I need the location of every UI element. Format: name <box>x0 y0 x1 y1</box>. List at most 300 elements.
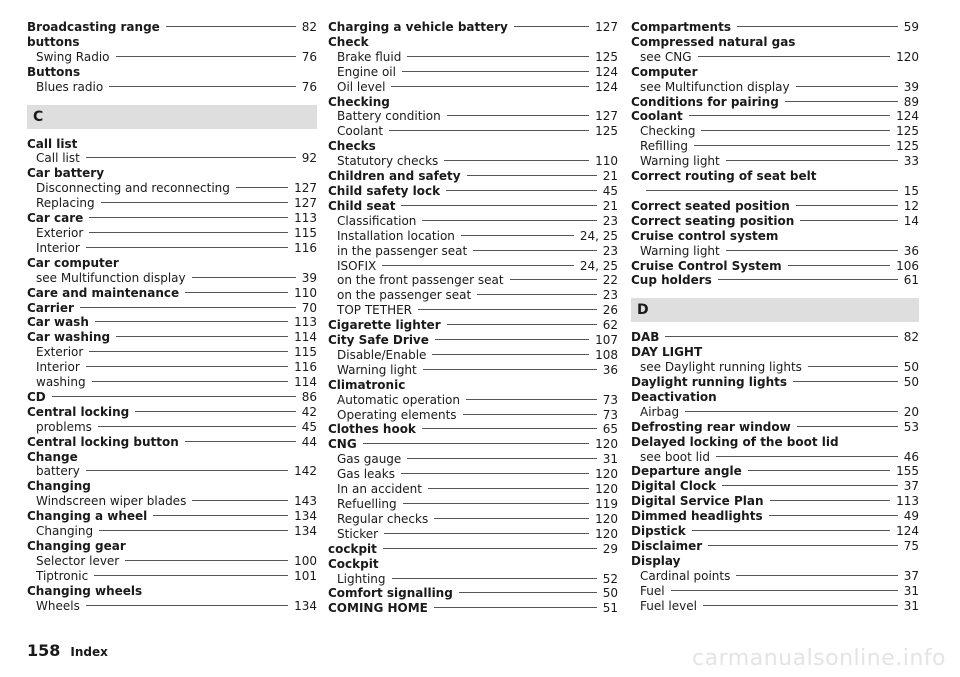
page-reference: 50 <box>602 586 618 601</box>
index-heading: Checking <box>328 94 390 109</box>
page-reference: 31 <box>903 583 919 598</box>
page-number: 158 <box>27 641 61 660</box>
page-reference: 114 <box>294 330 317 345</box>
leader-line <box>94 575 288 576</box>
index-subentry <box>328 154 618 169</box>
index-heading: Changing <box>27 479 91 494</box>
leader-line <box>192 277 296 278</box>
index-heading: Car computer <box>27 255 119 270</box>
page-reference: 14 <box>903 213 919 228</box>
leader-line <box>800 220 897 221</box>
index-subentry <box>27 599 317 614</box>
index-subentry <box>328 259 618 274</box>
entry-label: In an accident <box>337 482 422 497</box>
index-heading: Compressed natural gas <box>631 34 796 49</box>
index-heading: Correct routing of seat belt <box>631 169 817 184</box>
leader-line <box>423 369 597 370</box>
page-reference: 120 <box>595 511 618 526</box>
index-entry <box>631 494 919 509</box>
index-entry <box>27 286 317 301</box>
leader-line <box>446 190 597 191</box>
index-subentry <box>328 408 618 423</box>
page-reference: 115 <box>294 225 317 240</box>
page-reference: 24, 25 <box>579 228 618 243</box>
page-reference: 26 <box>602 303 618 318</box>
leader-line <box>432 354 589 355</box>
page-reference: 39 <box>903 79 919 94</box>
index-subentry <box>27 271 317 286</box>
leader-line <box>466 399 597 400</box>
page-reference: 76 <box>301 79 317 94</box>
page-reference: 23 <box>602 213 618 228</box>
index-entry <box>631 20 919 35</box>
entry-label: TOP TETHER <box>337 303 413 318</box>
leader-line <box>434 518 589 519</box>
leader-line <box>785 101 898 102</box>
index-entry <box>631 509 919 524</box>
entry-label: Interior <box>36 360 80 375</box>
entry-label: see boot lid <box>640 449 710 464</box>
entry-label: Correct seating position <box>631 213 795 228</box>
page-reference: 110 <box>294 285 317 300</box>
index-column-3 <box>631 20 919 614</box>
leader-line <box>389 130 589 131</box>
index-heading: Display <box>631 553 681 568</box>
page-reference: 21 <box>602 169 618 184</box>
page-footer <box>27 641 108 660</box>
leader-line <box>116 56 296 57</box>
index-entry <box>631 95 919 110</box>
entry-label: Cruise Control System <box>631 258 782 273</box>
index-entry <box>328 20 618 35</box>
index-heading: Computer <box>631 64 698 79</box>
index-entry <box>631 375 919 390</box>
page-reference: 65 <box>602 422 618 437</box>
entry-label: Exterior <box>36 345 84 360</box>
entry-label: Warning light <box>640 243 720 258</box>
index-entry <box>631 464 919 479</box>
page-reference: 45 <box>301 419 317 434</box>
leader-line <box>401 205 596 206</box>
leader-line <box>86 247 288 248</box>
index-subentry <box>27 181 317 196</box>
leader-line <box>708 545 898 546</box>
section-letter-heading: C <box>27 105 317 129</box>
entry-label: Disconnecting and reconnecting <box>36 181 230 196</box>
index-subentry <box>27 554 317 569</box>
leader-line <box>101 202 288 203</box>
entry-label: Defrosting rear window <box>631 419 791 434</box>
entry-label: see Daylight running lights <box>640 360 802 375</box>
page-reference: 44 <box>301 434 317 449</box>
index-subentry <box>328 50 618 65</box>
index-subentry <box>631 569 919 584</box>
leader-line <box>80 307 296 308</box>
page-reference: 101 <box>294 568 317 583</box>
leader-line <box>796 205 898 206</box>
index-subentry <box>27 524 317 539</box>
leader-line <box>748 470 890 471</box>
page-reference: 116 <box>294 360 317 375</box>
index-entry <box>328 199 618 214</box>
index-subentry <box>27 464 317 479</box>
entry-label: Refilling <box>640 139 688 154</box>
page-reference: 49 <box>903 509 919 524</box>
leader-line <box>510 279 597 280</box>
index-subentry <box>328 288 618 303</box>
page-reference: 36 <box>602 362 618 377</box>
index-heading: Cockpit <box>328 556 379 571</box>
leader-line <box>698 56 891 57</box>
index-subentry <box>328 452 618 467</box>
entry-label: see CNG <box>640 49 692 64</box>
index-entry <box>328 601 618 616</box>
page-reference: 115 <box>294 345 317 360</box>
leader-line <box>109 86 296 87</box>
leader-line <box>473 250 597 251</box>
leader-line <box>89 351 288 352</box>
leader-line <box>135 411 295 412</box>
index-subentry <box>27 226 317 241</box>
entry-label: Car care <box>27 211 84 226</box>
index-entry <box>27 405 317 420</box>
index-entry <box>631 479 919 494</box>
page-reference: 124 <box>896 109 919 124</box>
index-entry <box>27 509 317 524</box>
entry-label: Call list <box>36 151 80 166</box>
page-reference: 120 <box>595 437 618 452</box>
leader-line <box>382 265 574 266</box>
leader-line <box>89 217 288 218</box>
leader-line <box>428 488 589 489</box>
entry-label: Dimmed headlights <box>631 509 763 524</box>
index-heading: Check <box>328 34 369 49</box>
page-reference: 110 <box>595 154 618 169</box>
index-subentry <box>27 241 317 256</box>
entry-label: Statutory checks <box>337 154 439 169</box>
index-entry <box>631 199 919 214</box>
entry-label: Fuel <box>640 583 665 598</box>
leader-line <box>716 456 898 457</box>
page-reference: 125 <box>896 139 919 154</box>
page-reference: 89 <box>903 94 919 109</box>
index-subentry <box>631 184 919 199</box>
entry-label: Comfort signalling <box>328 586 453 601</box>
index-subentry <box>328 363 618 378</box>
page-reference: 127 <box>294 196 317 211</box>
entry-label: Blues radio <box>36 79 104 94</box>
leader-line <box>407 458 596 459</box>
leader-line <box>422 428 597 429</box>
index-subentry <box>328 109 618 124</box>
index-subentry <box>631 599 919 614</box>
entry-label: problems <box>36 419 92 434</box>
entry-label: Lighting <box>337 571 386 586</box>
entry-label: Battery condition <box>337 109 441 124</box>
page-reference: 120 <box>896 49 919 64</box>
entry-label: Central locking <box>27 404 130 419</box>
index-subentry <box>27 196 317 211</box>
entry-label: Gas gauge <box>337 452 402 467</box>
page-reference: 31 <box>903 598 919 613</box>
entry-label: washing <box>36 375 86 390</box>
leader-line <box>422 220 596 221</box>
index-entry <box>328 542 618 557</box>
page-reference: 120 <box>595 467 618 482</box>
page-reference: 76 <box>301 49 317 64</box>
index-subentry <box>631 405 919 420</box>
index-subentry <box>27 80 317 95</box>
index-subentry <box>328 80 618 95</box>
leader-line <box>434 607 597 608</box>
page-reference: 106 <box>896 258 919 273</box>
page-reference: 82 <box>301 20 317 34</box>
index-entry <box>27 301 317 316</box>
entry-label: Changing a wheel <box>27 509 148 524</box>
leader-line <box>153 515 288 516</box>
page-reference: 134 <box>294 524 317 539</box>
leader-line <box>401 473 589 474</box>
leader-line <box>392 578 597 579</box>
leader-line <box>98 426 296 427</box>
leader-line <box>769 515 898 516</box>
index-entry <box>328 586 618 601</box>
leader-line <box>646 190 898 191</box>
page-reference: 59 <box>903 20 919 34</box>
leader-line <box>737 26 898 27</box>
leader-line <box>185 441 296 442</box>
entry-label: City Safe Drive <box>328 333 429 348</box>
page-reference: 113 <box>294 315 317 330</box>
page-reference: 75 <box>903 539 919 553</box>
page-reference: 142 <box>294 464 317 479</box>
page-reference: 127 <box>595 20 618 34</box>
leader-line <box>363 443 589 444</box>
entry-label: Regular checks <box>337 511 429 526</box>
entry-label: Brake fluid <box>337 49 402 64</box>
index-subentry <box>328 572 618 587</box>
entry-label: Engine oil <box>337 64 396 79</box>
page-reference: 42 <box>301 404 317 419</box>
leader-line <box>788 265 890 266</box>
entry-label: Disable/Enable <box>337 347 427 362</box>
entry-label: Charging a vehicle battery <box>328 20 508 34</box>
index-heading: Call list <box>27 136 78 151</box>
index-subentry <box>631 50 919 65</box>
leader-line <box>383 548 597 549</box>
page-reference: 23 <box>602 243 618 258</box>
page-reference: 124 <box>595 64 618 79</box>
entry-label: Installation location <box>337 228 455 243</box>
page-reference: 45 <box>602 183 618 198</box>
index-heading: Delayed locking of the boot lid <box>631 434 839 449</box>
entry-label: in the passenger seat <box>337 243 468 258</box>
index-column-2 <box>328 20 618 616</box>
entry-label: Cup holders <box>631 273 712 288</box>
index-heading: Car battery <box>27 166 105 181</box>
page-reference: 113 <box>896 494 919 509</box>
page-reference: 86 <box>301 389 317 404</box>
entry-label: Cigarette lighter <box>328 318 441 333</box>
index-entry <box>631 420 919 435</box>
page-reference: 21 <box>602 198 618 213</box>
entry-label: Operating elements <box>337 407 457 422</box>
index-subentry <box>27 494 317 509</box>
entry-label: Changing <box>36 524 94 539</box>
index-subentry <box>27 569 317 584</box>
page-reference: 70 <box>301 300 317 315</box>
leader-line <box>86 605 288 606</box>
page-reference: 125 <box>595 49 618 64</box>
index-subentry <box>328 497 618 512</box>
index-subentry <box>27 50 317 65</box>
index-entry <box>631 214 919 229</box>
entry-label: Correct seated position <box>631 198 790 213</box>
index-heading: Buttons <box>27 64 81 79</box>
index-entry <box>631 524 919 539</box>
page-reference: 92 <box>301 151 317 166</box>
page-reference: 53 <box>903 419 919 434</box>
page-reference: 116 <box>294 240 317 255</box>
leader-line <box>722 485 898 486</box>
page-reference: 50 <box>903 375 919 390</box>
leader-line <box>125 560 288 561</box>
leader-line <box>407 56 589 57</box>
index-entry <box>27 390 317 405</box>
leader-line <box>685 411 898 412</box>
leader-line <box>671 590 898 591</box>
leader-line <box>418 309 597 310</box>
leader-line <box>793 381 898 382</box>
section-title: Index <box>70 645 108 659</box>
leader-line <box>236 187 288 188</box>
leader-line <box>86 470 288 471</box>
page-reference: 50 <box>903 360 919 375</box>
page-reference: 82 <box>903 330 919 345</box>
leader-line <box>461 235 574 236</box>
page-reference: 73 <box>602 392 618 407</box>
index-subentry <box>27 420 317 435</box>
page-reference: 113 <box>294 211 317 226</box>
leader-line <box>86 157 296 158</box>
index-heading: Deactivation <box>631 389 717 404</box>
page-reference: 33 <box>903 154 919 169</box>
entry-label: Windscreen wiper blades <box>36 494 187 509</box>
leader-line <box>665 336 897 337</box>
leader-line <box>99 530 288 531</box>
page-reference: 20 <box>903 404 919 419</box>
leader-line <box>718 279 898 280</box>
leader-line <box>770 500 891 501</box>
entry-label: Refuelling <box>337 497 397 511</box>
entry-label: ISOFIX <box>337 258 377 273</box>
index-subentry <box>328 527 618 542</box>
entry-label: Selector lever <box>36 553 120 568</box>
entry-label: Care and maintenance <box>27 285 180 300</box>
page-reference: 22 <box>602 273 618 288</box>
page-reference: 120 <box>595 526 618 541</box>
leader-line <box>89 232 288 233</box>
entry-label: cockpit <box>328 541 377 556</box>
entry-label: Compartments <box>631 20 731 34</box>
leader-line <box>403 503 589 504</box>
page-reference: 124 <box>595 79 618 94</box>
leader-line <box>694 145 890 146</box>
index-subentry <box>631 80 919 95</box>
page-reference: 134 <box>294 509 317 524</box>
leader-line <box>185 292 288 293</box>
page-reference: 51 <box>602 601 618 616</box>
leader-line <box>726 250 898 251</box>
index-entry <box>631 539 919 554</box>
leader-line <box>166 26 296 27</box>
index-heading: Changing gear <box>27 539 126 553</box>
leader-line <box>384 533 589 534</box>
index-heading: Changing wheels <box>27 583 143 598</box>
index-subentry <box>631 244 919 259</box>
index-subentry <box>328 467 618 482</box>
index-subentry <box>328 482 618 497</box>
entry-label: CD <box>27 389 46 404</box>
entry-label: Classification <box>337 213 417 228</box>
section-letter-heading: D <box>631 298 919 322</box>
index-heading: DAY LIGHT <box>631 345 703 360</box>
leader-line <box>808 366 898 367</box>
entry-label: see Multifunction display <box>36 270 186 285</box>
entry-label: Tiptronic <box>36 568 89 583</box>
page-reference: 37 <box>903 479 919 494</box>
entry-label: Swing Radio <box>36 49 110 64</box>
index-entry <box>27 211 317 226</box>
index-subentry <box>27 345 317 360</box>
entry-label: Exterior <box>36 225 84 240</box>
leader-line <box>447 324 597 325</box>
page-reference: 124 <box>896 524 919 539</box>
index-heading: buttons <box>27 34 80 49</box>
index-subentry <box>328 393 618 408</box>
leader-line <box>736 575 897 576</box>
entry-label: Checking <box>640 124 696 139</box>
entry-label: Coolant <box>337 124 384 139</box>
index-subentry <box>631 450 919 465</box>
entry-label: Automatic operation <box>337 392 460 407</box>
entry-label: Warning light <box>640 154 720 169</box>
leader-line <box>796 86 898 87</box>
leader-line <box>467 175 597 176</box>
entry-label: see Multifunction display <box>640 79 790 94</box>
watermark: carmanualsonline.info <box>692 646 946 671</box>
entry-label: CNG <box>328 437 357 452</box>
page-reference: 119 <box>595 497 618 511</box>
index-entry <box>631 330 919 345</box>
leader-line <box>463 414 597 415</box>
index-heading: Climatronic <box>328 377 406 392</box>
leader-line <box>192 500 288 501</box>
page-reference: 61 <box>903 273 919 288</box>
leader-line <box>692 530 890 531</box>
entry-label: Interior <box>36 240 80 255</box>
page-reference: 125 <box>595 124 618 139</box>
leader-line <box>447 115 589 116</box>
page-reference: 73 <box>602 407 618 422</box>
index-subentry <box>328 348 618 363</box>
index-heading: Change <box>27 449 78 464</box>
page-reference: 52 <box>602 571 618 586</box>
entry-label: on the front passenger seat <box>337 273 504 288</box>
page-reference: 125 <box>896 124 919 139</box>
entry-label: Sticker <box>337 526 379 541</box>
entry-label: Cardinal points <box>640 568 731 583</box>
